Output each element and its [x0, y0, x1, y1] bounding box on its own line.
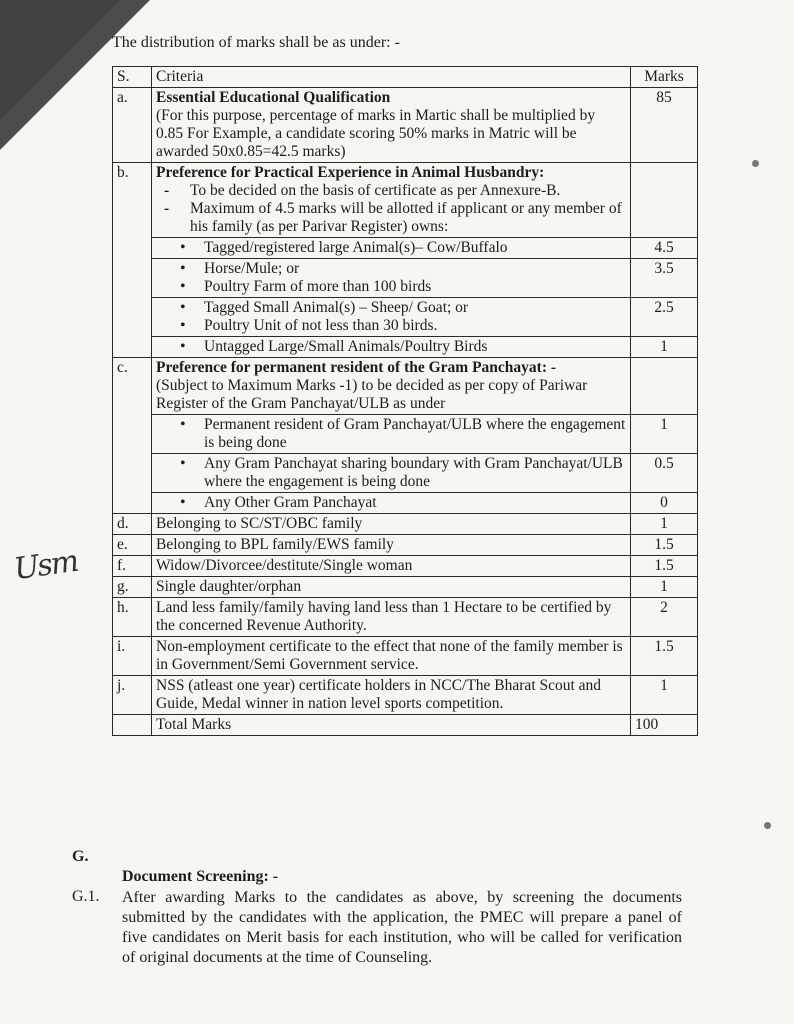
row-criteria: Belonging to SC/ST/OBC family — [152, 514, 631, 535]
table-row — [113, 577, 698, 598]
bullet-item: • Permanent resident of Gram Panchayat/ULB where the engagement is being done — [156, 416, 626, 452]
table-row — [113, 637, 698, 676]
row-marks-empty — [631, 163, 698, 238]
row-criteria — [152, 163, 631, 238]
row-sn: c. — [113, 358, 152, 514]
scan-speck — [752, 160, 759, 167]
section-title: Document Screening: - — [122, 868, 279, 885]
bullet-item: • Poultry Farm of more than 100 birds — [156, 278, 626, 296]
section-label: G. — [72, 848, 89, 865]
row-marks-empty — [631, 358, 698, 415]
row-criteria: Non-employment certificate to the effect that none of the family member is in Government/Semi Government service. — [152, 637, 631, 676]
subsection-body: After awarding Marks to the candidates as above, by screening the documents submitted by the candidates with the application, the PMEC will prepare a panel of five candidates on Merit basis for each institution, who will be called for verification of original documents at the time of Counseling. — [122, 889, 682, 966]
bullet-item: • Horse/Mule; or — [156, 260, 626, 278]
table-subrow — [113, 493, 698, 514]
row-sn: i. — [113, 637, 152, 676]
table-subrow — [113, 337, 698, 358]
row-criteria: Belonging to BPL family/EWS family — [152, 535, 631, 556]
table-row — [113, 514, 698, 535]
list-item: - To be decided on the basis of certificate as per Annexure-B. — [160, 182, 626, 200]
subrow-criteria — [152, 298, 631, 337]
table-row — [113, 88, 698, 163]
table-subrow — [113, 298, 698, 337]
table-header-row — [113, 67, 698, 88]
table-subrow — [113, 259, 698, 298]
dash-list — [156, 182, 626, 236]
subrow-marks: 4.5 — [631, 238, 698, 259]
table-row — [113, 556, 698, 577]
subrow-criteria — [152, 337, 631, 358]
subrow-marks: 0 — [631, 493, 698, 514]
handwritten-signature: Usm — [11, 543, 80, 588]
table-row — [113, 676, 698, 715]
row-title: Preference for permanent resident of the Gram Panchayat: - — [156, 359, 557, 376]
row-sn: d. — [113, 514, 152, 535]
row-marks: 1 — [631, 514, 698, 535]
row-marks: 1 — [631, 676, 698, 715]
subrow-criteria — [152, 493, 631, 514]
marks-distribution-table — [112, 66, 698, 736]
row-marks: 2 — [631, 598, 698, 637]
row-sn: e. — [113, 535, 152, 556]
row-marks: 1.5 — [631, 556, 698, 577]
table-row — [113, 598, 698, 637]
subsection-label: G.1. — [72, 888, 100, 905]
subrow-criteria — [152, 238, 631, 259]
row-title: Essential Educational Qualification — [156, 89, 391, 106]
header-sn: S. — [113, 67, 152, 88]
row-description: (Subject to Maximum Marks -1) to be decided as per copy of Pariwar Register of the Gram Panchayat/ULB as under — [156, 377, 588, 412]
subrow-marks: 1 — [631, 415, 698, 454]
row-sn: j. — [113, 676, 152, 715]
row-marks: 1 — [631, 577, 698, 598]
row-criteria — [152, 88, 631, 163]
subrow-marks: 0.5 — [631, 454, 698, 493]
table-row — [113, 163, 698, 238]
row-criteria: NSS (atleast one year) certificate holders in NCC/The Bharat Scout and Guide, Medal winner in nation level sports competition. — [152, 676, 631, 715]
subrow-criteria — [152, 454, 631, 493]
row-criteria: Single daughter/orphan — [152, 577, 631, 598]
row-sn: a. — [113, 88, 152, 163]
subrow-marks: 1 — [631, 337, 698, 358]
table-subrow — [113, 238, 698, 259]
row-title: Preference for Practical Experience in Animal Husbandry: — [156, 164, 545, 181]
row-sn: b. — [113, 163, 152, 358]
scan-speck — [764, 822, 771, 829]
list-item: - Maximum of 4.5 marks will be allotted if applicant or any member of his family (as per Parivar Register) owns: — [160, 200, 626, 236]
row-marks: 1.5 — [631, 535, 698, 556]
header-marks: Marks — [631, 67, 698, 88]
row-criteria — [152, 358, 631, 415]
intro-text: The distribution of marks shall be as under: - — [112, 34, 400, 51]
table-subrow — [113, 415, 698, 454]
subrow-marks: 3.5 — [631, 259, 698, 298]
row-marks: 85 — [631, 88, 698, 163]
row-criteria: Widow/Divorcee/destitute/Single woman — [152, 556, 631, 577]
bullet-item: • Tagged/registered large Animal(s)– Cow/Buffalo — [156, 239, 626, 257]
row-sn: f. — [113, 556, 152, 577]
total-marks: 100 — [631, 715, 698, 736]
subrow-criteria — [152, 415, 631, 454]
header-criteria: Criteria — [152, 67, 631, 88]
total-row — [113, 715, 698, 736]
bullet-item: • Any Other Gram Panchayat — [156, 494, 626, 512]
bullet-item: • Any Gram Panchayat sharing boundary with Gram Panchayat/ULB where the engagement is being done — [156, 455, 626, 491]
row-criteria: Land less family/family having land less than 1 Hectare to be certified by the concerned Revenue Authority. — [152, 598, 631, 637]
bullet-item: • Tagged Small Animal(s) – Sheep/ Goat; or — [156, 299, 626, 317]
bullet-item: • Untagged Large/Small Animals/Poultry Birds — [156, 338, 626, 356]
row-sn: h. — [113, 598, 152, 637]
table-subrow — [113, 454, 698, 493]
subrow-marks: 2.5 — [631, 298, 698, 337]
total-label: Total Marks — [152, 715, 631, 736]
row-marks: 1.5 — [631, 637, 698, 676]
row-sn: g. — [113, 577, 152, 598]
total-sn-empty — [113, 715, 152, 736]
subrow-criteria — [152, 259, 631, 298]
row-description: (For this purpose, percentage of marks in Martic shall be multiplied by 0.85 For Example, a candidate scoring 50% marks in Matric will be awarded 50x0.85=42.5 marks) — [156, 107, 596, 160]
table-row — [113, 358, 698, 415]
bullet-item: • Poultry Unit of not less than 30 birds. — [156, 317, 626, 335]
table-row — [113, 535, 698, 556]
